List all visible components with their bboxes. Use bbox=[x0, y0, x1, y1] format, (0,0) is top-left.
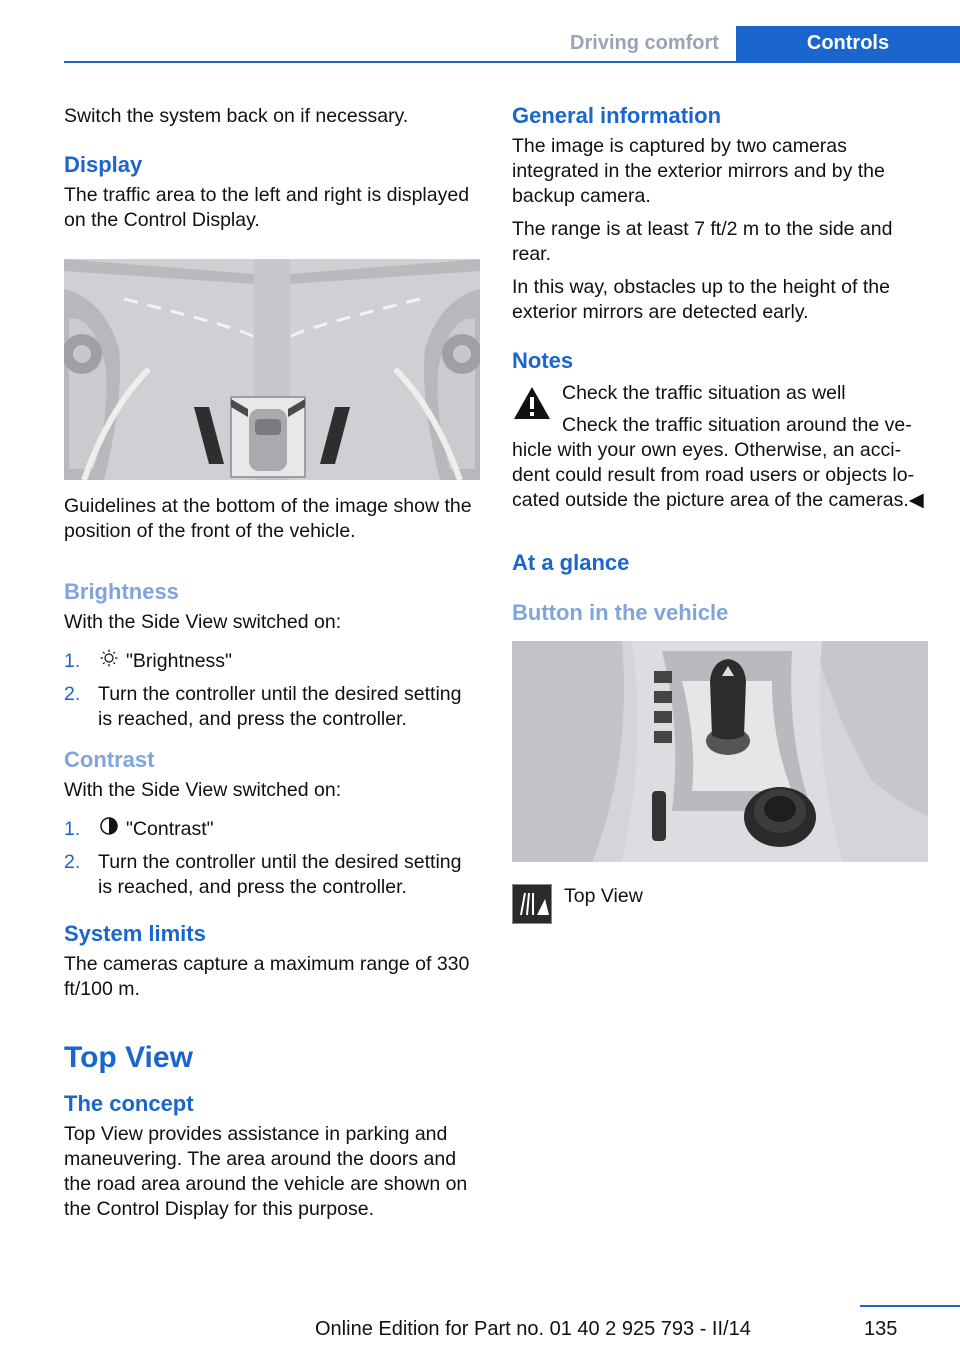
step-number: 2. bbox=[64, 683, 81, 705]
concept-heading: The concept bbox=[64, 1091, 194, 1116]
side-view-image bbox=[64, 259, 480, 480]
list-item bbox=[64, 649, 480, 674]
top-view-button-label: Top View bbox=[564, 885, 643, 907]
step-text: "Contrast" bbox=[126, 818, 214, 840]
step-number: 2. bbox=[64, 851, 81, 873]
step-text: "Brightness" bbox=[126, 650, 232, 672]
top-view-button-icon bbox=[512, 884, 552, 924]
at-a-glance-heading: At a glance bbox=[512, 550, 630, 575]
brightness-steps bbox=[64, 649, 480, 732]
step-text: Turn the controller until the desired setting is reached, and press the controller. bbox=[98, 683, 462, 730]
warning-icon bbox=[512, 385, 552, 421]
display-text: The traffic area to the left and right is displayed on the Control Display. bbox=[64, 184, 470, 231]
general-p1: The image is captured by two cameras integrated in the exterior mirrors and by the backup camera. bbox=[512, 135, 885, 207]
brightness-intro: With the Side View switched on: bbox=[64, 611, 342, 633]
notes-heading: Notes bbox=[512, 348, 574, 373]
step-text: Turn the controller until the desired setting is reached, and press the controller. bbox=[98, 851, 462, 898]
notes-text: Check the traffic situation around the ve‐hicle with your own eyes. Otherwise, an acci‐dent could result from road users or objects lo‐cated outside the picture area of the cameras.◀ bbox=[512, 414, 924, 511]
center-console-image bbox=[512, 641, 928, 862]
contrast-icon bbox=[98, 817, 120, 842]
header-rule bbox=[64, 61, 960, 63]
right-column bbox=[512, 100, 928, 924]
general-p3: In this way, obstacles up to the height of the exterior mirrors are detected early. bbox=[512, 276, 890, 323]
general-information-heading: General information bbox=[512, 103, 722, 128]
edition-footer: Online Edition for Part no. 01 40 2 925 793 - II/14 bbox=[315, 1318, 751, 1340]
top-view-heading: Top View bbox=[64, 1041, 193, 1074]
left-column bbox=[64, 100, 480, 1222]
notes-block bbox=[512, 381, 928, 513]
side-view-illustration bbox=[64, 259, 480, 480]
contrast-steps bbox=[64, 817, 480, 900]
header-tab-controls: Controls bbox=[736, 26, 960, 61]
list-item bbox=[64, 682, 480, 732]
image-caption: Guidelines at the bottom of the image show the position of the front of the vehicle. bbox=[64, 495, 472, 542]
top-view-button-row bbox=[512, 884, 928, 924]
step-number: 1. bbox=[64, 818, 81, 840]
concept-text: Top View provides assistance in parking and maneuvering. The area around the doors and the road area around the vehicle are shown on the Control Display for this purpose. bbox=[64, 1123, 468, 1220]
list-item bbox=[64, 850, 480, 900]
header-section: Driving comfort bbox=[570, 32, 719, 54]
notes-title: Check the traffic situation as well bbox=[562, 382, 846, 404]
button-in-vehicle-heading: Button in the vehicle bbox=[512, 600, 729, 625]
step-number: 1. bbox=[64, 650, 81, 672]
page-number: 135 bbox=[864, 1318, 898, 1340]
brightness-icon bbox=[98, 649, 120, 674]
system-limits-heading: System limits bbox=[64, 921, 206, 946]
list-item bbox=[64, 817, 480, 842]
system-limits-text: The cameras capture a maximum range of 330 ft/100 m. bbox=[64, 953, 470, 1000]
intro-text: Switch the system back on if necessary. bbox=[64, 105, 409, 127]
brightness-heading: Brightness bbox=[64, 579, 179, 604]
center-console-illustration bbox=[512, 641, 928, 862]
contrast-heading: Contrast bbox=[64, 747, 155, 772]
display-heading: Display bbox=[64, 152, 143, 177]
general-p2: The range is at least 7 ft/2 m to the side and rear. bbox=[512, 218, 893, 265]
footer-rule bbox=[860, 1305, 960, 1307]
contrast-intro: With the Side View switched on: bbox=[64, 779, 342, 801]
